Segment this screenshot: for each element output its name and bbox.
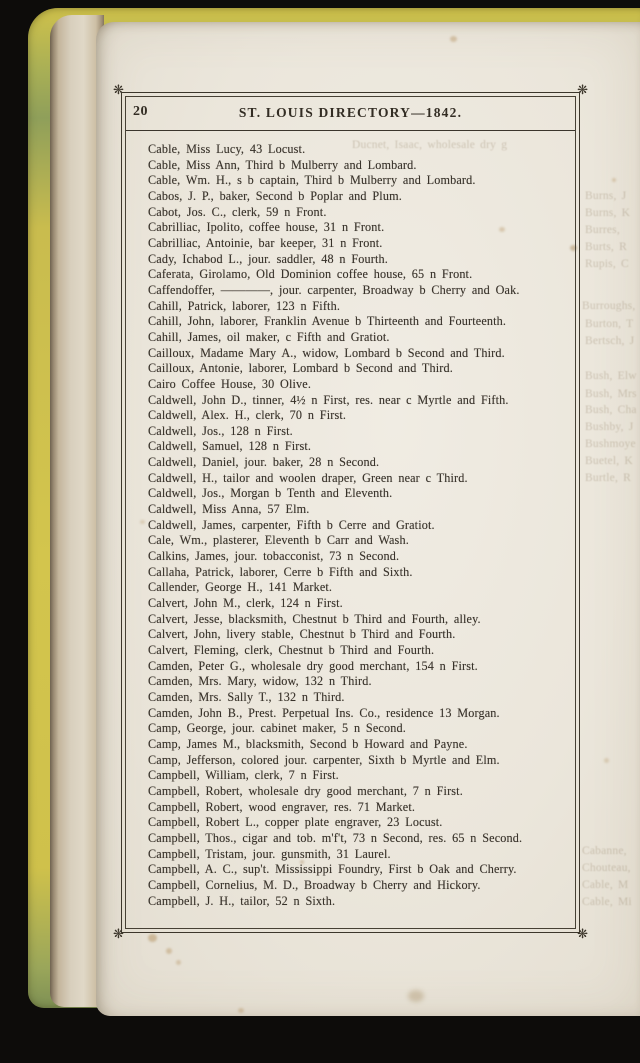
directory-entry: Campbell, Robert, wholesale dry good merchant, 7 n First.	[148, 783, 463, 798]
directory-entry: Cailloux, Antonie, laborer, Lombard b Second and Third.	[148, 361, 453, 376]
directory-entry: Cabrilliac, Antoinie, bar keeper, 31 n Front.	[148, 235, 383, 250]
directory-entry: Caldwell, Jos., 128 n First.	[148, 423, 293, 438]
ghost-text-fragment: Burroughs,	[582, 300, 636, 312]
directory-entry: Cahill, John, laborer, Franklin Avenue b Thirteenth and Fourteenth.	[148, 314, 507, 329]
directory-entry: Caldwell, H., tailor and woolen draper, Green near c Third.	[148, 470, 468, 485]
corner-ornament-icon: ❋	[577, 83, 588, 98]
ghost-text-fragment: Burres,	[585, 224, 620, 236]
directory-entry: Cabot, Jos. C., clerk, 59 n Front.	[148, 204, 327, 219]
page-header	[126, 97, 575, 131]
directory-entry: Camden, John B., Prest. Perpetual Ins. Co., residence 13 Morgan.	[148, 705, 500, 720]
directory-entry: Camp, James M., blacksmith, Second b Howard and Payne.	[148, 736, 468, 751]
ghost-text-fragment: Rupis, C	[585, 258, 629, 270]
directory-entry: Campbell, William, clerk, 7 n First.	[148, 768, 339, 783]
directory-entry: Campbell, A. C., sup't. Mississippi Foundry, First b Oak and Cherry.	[148, 862, 517, 877]
directory-entry: Caldwell, Jos., Morgan b Tenth and Eleventh.	[148, 486, 393, 501]
corner-ornament-icon: ❋	[577, 927, 588, 942]
ghost-text-fragment: Bushmoye	[585, 438, 636, 450]
directory-entry: Caldwell, James, carpenter, Fifth b Cerre and Gratiot.	[148, 517, 435, 532]
directory-entry: Cable, Wm. H., s b captain, Third b Mulberry and Lombard.	[148, 173, 476, 188]
ghost-text-fragment: Burns, J	[585, 190, 627, 202]
printed-border-frame	[113, 83, 588, 942]
page-title: ST. LOUIS DIRECTORY—1842.	[238, 105, 463, 120]
directory-entry: Callender, George H., 141 Market.	[148, 580, 333, 595]
ghost-text-fragment: Burns, K	[585, 207, 631, 219]
ghost-text-fragment: Cable, Mi	[582, 896, 632, 908]
directory-entry: Cale, Wm., plasterer, Eleventh b Carr and Wash.	[148, 533, 409, 548]
directory-entry: Caldwell, Miss Anna, 57 Elm.	[148, 502, 310, 517]
directory-entry: Campbell, Robert L., copper plate engraver, 23 Locust.	[148, 815, 443, 830]
directory-entry: Caldwell, Alex. H., clerk, 70 n First.	[148, 408, 347, 423]
directory-entry: Campbell, J. H., tailor, 52 n Sixth.	[148, 893, 336, 908]
ghost-text-fragment: Bertsch, J	[585, 335, 635, 347]
directory-entry: Cable, Miss Ann, Third b Mulberry and Lombard.	[148, 157, 417, 172]
directory-entry: Cailloux, Madame Mary A., widow, Lombard b Second and Third.	[148, 345, 505, 360]
directory-entry: Camden, Mrs. Sally T., 132 n Third.	[148, 689, 345, 704]
directory-entry: Campbell, Robert, wood engraver, res. 71 Market.	[148, 799, 416, 814]
directory-entry: Calvert, John M., clerk, 124 n First.	[148, 596, 343, 611]
directory-entry: Caldwell, John D., tinner, 4½ n First, res. near c Myrtle and Fifth.	[148, 392, 509, 407]
ghost-text-fragment: Bush, Mrs	[585, 388, 637, 400]
corner-ornament-icon: ❋	[113, 927, 124, 942]
ghost-text-fragment: Bushby, J	[585, 421, 634, 433]
ghost-text-fragment: Burtle, R	[585, 472, 631, 484]
directory-entry: Caferata, Girolamo, Old Dominion coffee house, 65 n Front.	[148, 267, 473, 282]
directory-entry: Calvert, John, livery stable, Chestnut b Third and Fourth.	[148, 627, 456, 642]
directory-entry: Caffendoffer, ————, jour. carpenter, Broadway b Cherry and Oak.	[148, 282, 520, 297]
directory-entry: Camden, Mrs. Mary, widow, 132 n Third.	[148, 674, 372, 689]
directory-entry: Calkins, James, jour. tobacconist, 73 n Second.	[148, 549, 400, 564]
directory-entry: Cable, Miss Lucy, 43 Locust.	[148, 142, 306, 156]
directory-entry: Camp, Jefferson, colored jour. carpenter, Sixth b Myrtle and Elm.	[148, 752, 500, 767]
directory-entry: Cairo Coffee House, 30 Olive.	[148, 376, 312, 391]
directory-entry: Cahill, James, oil maker, c Fifth and Gratiot.	[148, 329, 390, 344]
directory-entry: Callaha, Patrick, laborer, Cerre b Fifth and Sixth.	[148, 564, 413, 579]
directory-entry: Caldwell, Samuel, 128 n First.	[148, 439, 312, 454]
directory-entry: Camden, Peter G., wholesale dry good merchant, 154 n First.	[148, 658, 478, 673]
directory-entry: Cahill, Patrick, laborer, 123 n Fifth.	[148, 298, 341, 313]
directory-entry: Calvert, Fleming, clerk, Chestnut b Third and Fourth.	[148, 643, 435, 657]
ghost-text-fragment: Burts, R	[585, 241, 627, 253]
ghost-text-fragment: Ducnet, Isaac, wholesale dry g	[352, 139, 508, 151]
directory-entry: Camp, George, jour. cabinet maker, 5 n Second.	[148, 721, 406, 736]
directory-entry: Campbell, Cornelius, M. D., Broadway b Cherry and Hickory.	[148, 877, 481, 892]
ghost-text-fragment: Bush, Elw	[585, 370, 637, 382]
directory-entry: Calvert, Jesse, blacksmith, Chestnut b Third and Fourth, alley.	[148, 611, 481, 626]
ghost-text-fragment: Cable, M	[582, 879, 629, 891]
ghost-text-fragment: Buetel, K	[585, 455, 633, 467]
ghost-text-fragment: Bush, Cha	[585, 404, 637, 416]
ghost-text-fragment: Chouteau,	[582, 862, 631, 874]
directory-entry: Campbell, Thos., cigar and tob. m'f't, 73 n Second, res. 65 n Second.	[148, 830, 523, 845]
directory-entry: Caldwell, Daniel, jour. baker, 28 n Second.	[148, 455, 380, 470]
ghost-text-fragment: Burton, T	[585, 318, 634, 330]
corner-ornament-icon: ❋	[113, 83, 124, 98]
directory-entry: Cady, Ichabod L., jour. saddler, 48 n Fourth.	[148, 251, 388, 266]
directory-entry: Cabrilliac, Ipolito, coffee house, 31 n Front.	[148, 220, 385, 235]
directory-list	[126, 131, 575, 909]
directory-entry: Campbell, Tristam, jour. gunsmith, 31 Laurel.	[148, 846, 391, 861]
page-number: 20	[133, 104, 148, 119]
directory-entry: Cabos, J. P., baker, Second b Poplar and Plum.	[148, 188, 402, 203]
ghost-text-fragment: Cabanne,	[582, 845, 627, 857]
